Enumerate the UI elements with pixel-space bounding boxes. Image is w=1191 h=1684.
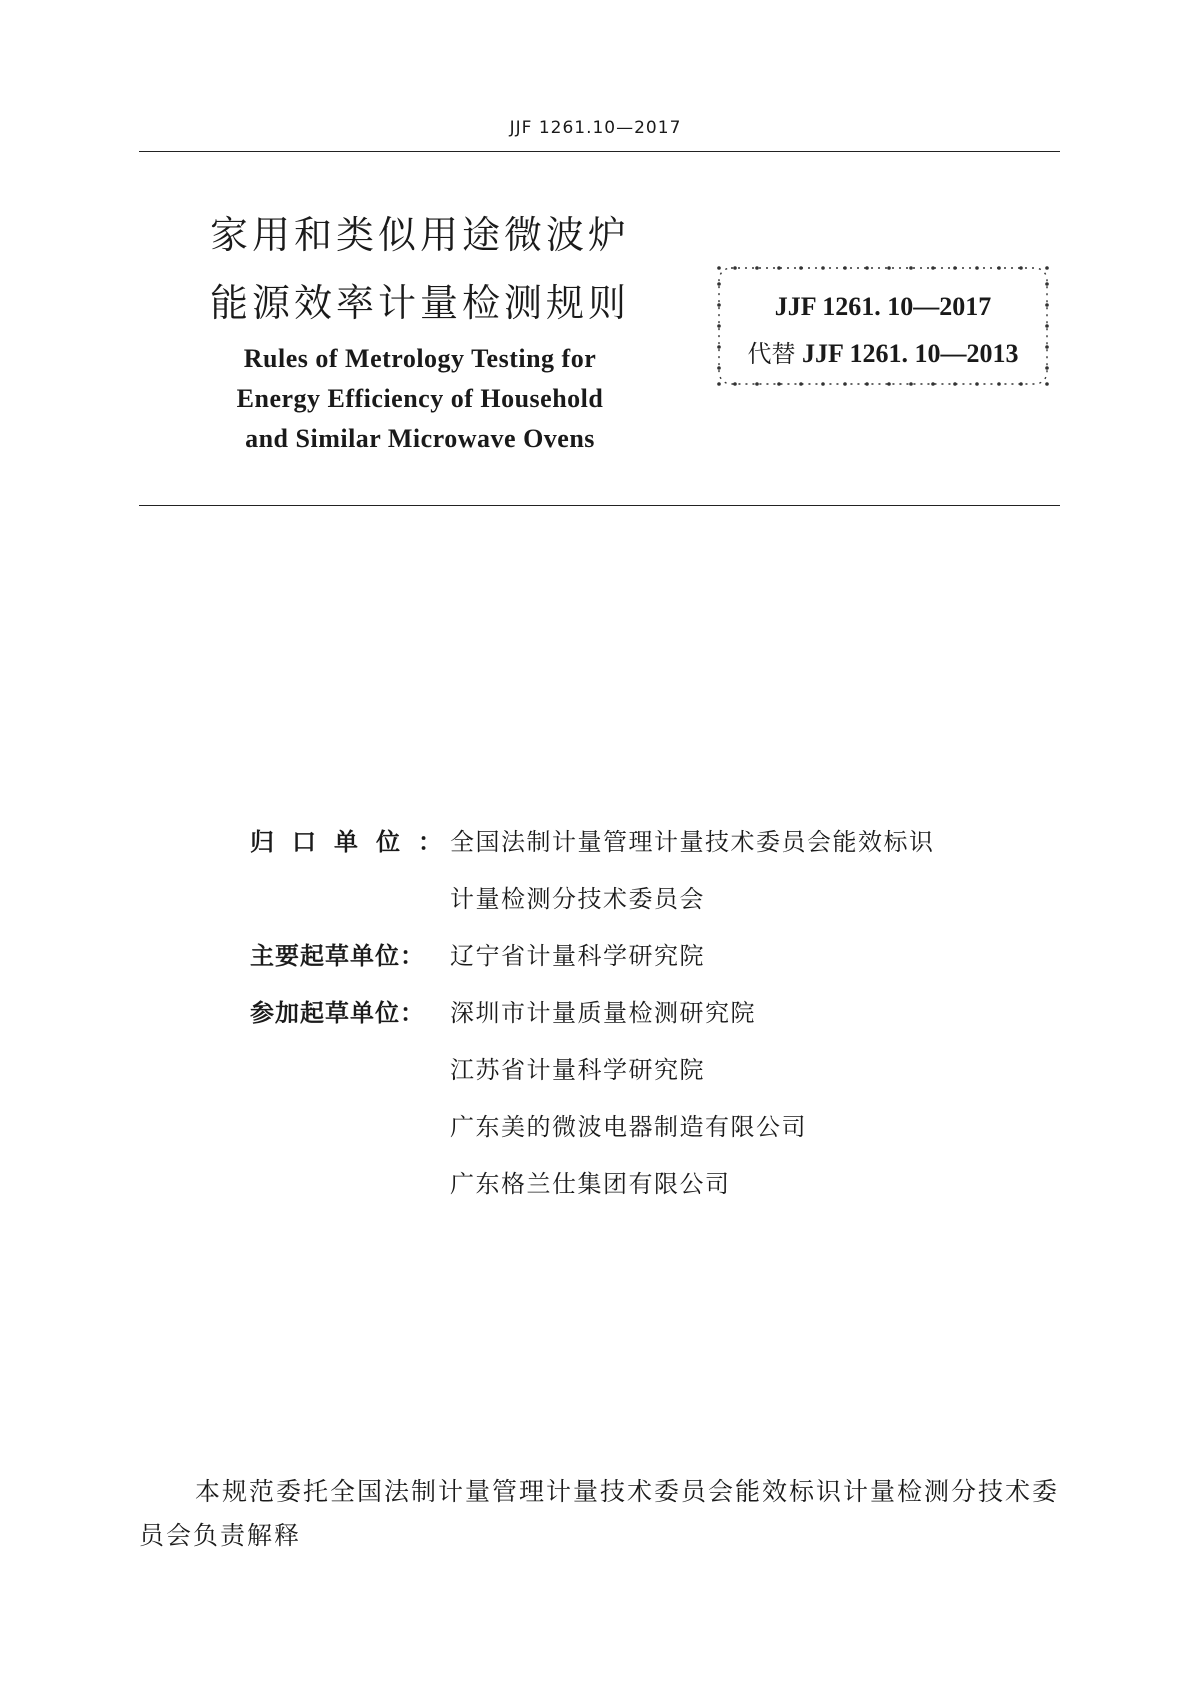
border-ornament-dot [1045,282,1049,286]
title-en-line1: Rules of Metrology Testing for [243,344,597,373]
org-row-main-drafter [250,936,705,971]
border-ornament-dot [821,382,825,386]
org-label-participating: 参加起草单位： [250,999,425,1027]
border-ornament-dot [887,266,891,270]
border-ornament-dot [717,282,721,286]
decorative-border-frame [713,262,1053,390]
border-ornament-dot [755,382,759,386]
standard-code-box [713,262,1053,390]
header-standard-code: JJF 1261.10—2017 [509,118,682,138]
border-ornament-dot [1019,382,1023,386]
border-ornament-dot [717,382,721,386]
org-value-participating-2: 江苏省计量科学研究院 [450,1056,705,1084]
border-ornament-dot [887,382,891,386]
org-row-responsible [250,822,935,857]
border-ornament-dot [865,382,869,386]
title-zh-line1: 家用和类似用途微波炉 [209,213,630,257]
border-ornament-dot [777,266,781,270]
title-en-line3: and Similar Microwave Ovens [245,424,595,453]
middle-rule [139,505,1060,506]
border-ornament-dot [843,266,847,270]
org-label-responsible: 归口单位： [250,828,460,856]
border-ornament-dot [843,382,847,386]
border-ornament-dot [821,266,825,270]
border-ornament-dot [997,266,1001,270]
title-zh-line2: 能源效率计量检测规则 [209,281,630,325]
border-ornament-dot [755,266,759,270]
border-ornament-dot [975,266,979,270]
org-label-main-drafter: 主要起草单位： [250,942,425,970]
org-value-responsible-1: 全国法制计量管理计量技术委员会能效标识 [450,828,935,856]
org-value-participating-4: 广东格兰仕集团有限公司 [450,1170,731,1198]
border-ornament-dot [799,266,803,270]
replaces-code: JJF 1261. 10—2013 [802,339,1019,368]
border-ornament-dot [953,266,957,270]
border-ornament-dot [931,266,935,270]
org-value-main-drafter-1: 辽宁省计量科学研究院 [450,942,705,970]
border-ornament-dot [717,324,721,328]
org-row-participating [250,993,756,1028]
org-value-participating-1: 深圳市计量质量检测研究院 [450,999,756,1027]
footer-interpretation-note: 本规范委托全国法制计量管理计量技术委员会能效标识计量检测分技术委员会负责解释 [139,1477,1060,1550]
border-ornament-dot [1019,266,1023,270]
border-ornament-dot [997,382,1001,386]
top-rule [139,151,1060,152]
org-value-participating-3: 广东美的微波电器制造有限公司 [450,1113,807,1141]
border-ornament-dot [865,266,869,270]
org-row-participating-2 [250,1050,705,1084]
border-ornament-dot [1045,266,1049,270]
org-row-responsible-cont [250,879,705,913]
code-box-code: JJF 1261. 10—2017 [774,292,992,321]
border-ornament-dot [1045,382,1049,386]
border-ornament-dot [1045,324,1049,328]
border-ornament-dot [777,382,781,386]
border-ornament-dot [733,266,737,270]
border-ornament-dot [975,382,979,386]
border-ornament-dot [909,266,913,270]
org-row-participating-3 [250,1107,807,1141]
border-ornament-dot [717,266,721,270]
replaces-prefix: 代替 [747,340,796,368]
border-ornament-dot [733,382,737,386]
code-box-replaces [713,334,1053,369]
border-ornament-dot [909,382,913,386]
org-row-participating-4 [250,1164,731,1198]
title-en-line2: Energy Efficiency of Household [236,384,604,413]
org-value-responsible-2: 计量检测分技术委员会 [450,885,705,913]
border-ornament-dot [799,382,803,386]
border-ornament-dot [953,382,957,386]
border-ornament-dot [931,382,935,386]
